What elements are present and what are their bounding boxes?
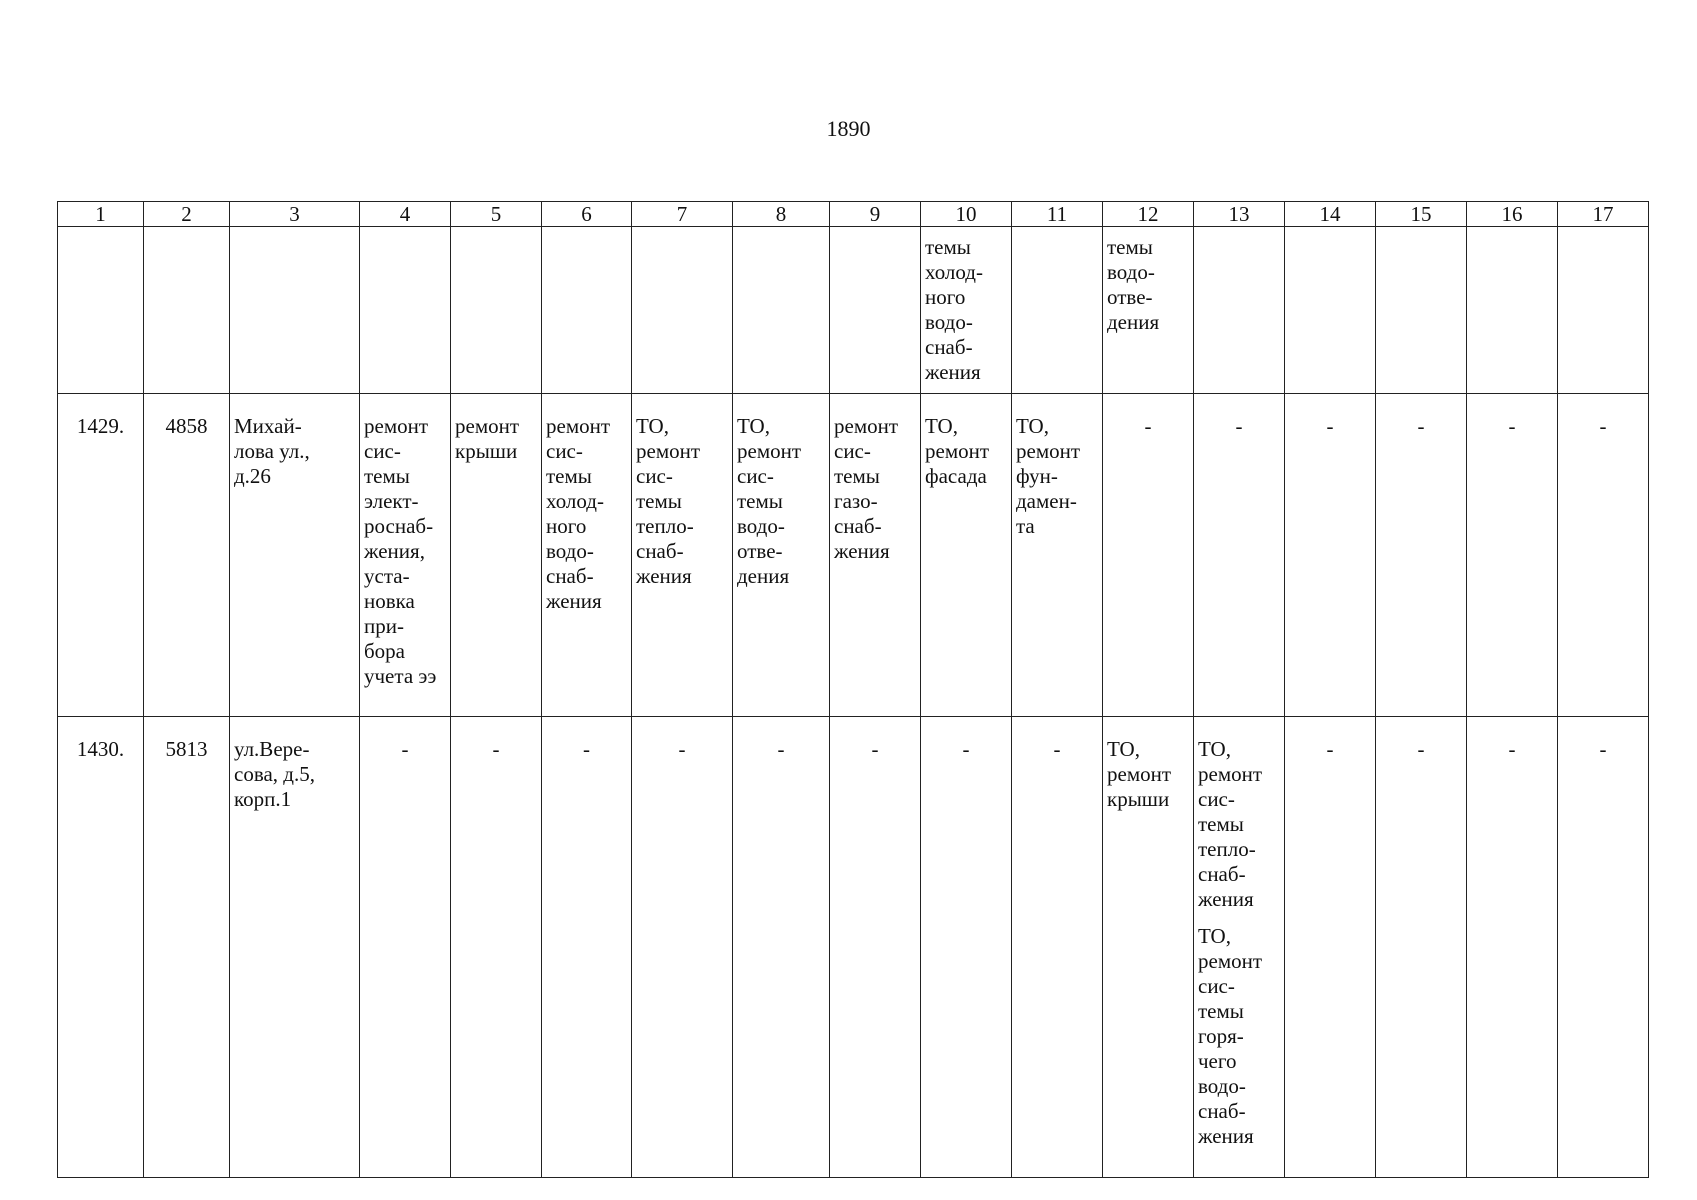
address-cell: Михай- лова ул., д.26 <box>230 394 360 717</box>
table-cell <box>230 227 360 394</box>
column-header: 17 <box>1558 202 1649 227</box>
column-header: 3 <box>230 202 360 227</box>
continuation-row <box>58 227 1649 394</box>
table-cell <box>921 227 1012 394</box>
table-cell <box>1194 227 1285 394</box>
table-cell: - <box>1012 717 1103 1178</box>
column-header: 5 <box>451 202 542 227</box>
building-code: 4858 <box>144 394 230 717</box>
column-header: 12 <box>1103 202 1194 227</box>
table-cell <box>1012 227 1103 394</box>
table-cell <box>1103 227 1194 394</box>
table-cell: - <box>1558 394 1649 717</box>
column-header: 16 <box>1467 202 1558 227</box>
table-cell: - <box>542 717 632 1178</box>
table-cell: ТО, ремонт фасада <box>921 394 1012 717</box>
table-cell <box>58 227 144 394</box>
table-cell: - <box>1285 394 1376 717</box>
table-cell: ТО, ремонт сис- темы тепло- снаб- жения <box>632 394 733 717</box>
table-cell: ремонт сис- темы газо- снаб- жения <box>830 394 921 717</box>
table-row <box>58 717 1649 1178</box>
table-cell: - <box>1558 717 1649 1178</box>
column-header: 8 <box>733 202 830 227</box>
table-cell: ТО, ремонт фун- дамен- та <box>1012 394 1103 717</box>
table-cell: - <box>1103 394 1194 717</box>
column-header: 13 <box>1194 202 1285 227</box>
table-cell: ремонт сис- темы элект- роснаб- жения, уста- новка при- бора учета ээ <box>360 394 451 717</box>
column-number-row <box>58 202 1649 227</box>
column-header: 4 <box>360 202 451 227</box>
table-cell: - <box>360 717 451 1178</box>
table-cell: - <box>1467 394 1558 717</box>
table-cell <box>451 227 542 394</box>
table-cell <box>144 227 230 394</box>
cell-text: ТО, ремонт сис- темы тепло- снаб- жения <box>1198 737 1263 911</box>
table-cell: - <box>1285 717 1376 1178</box>
cell-text: темы холод- ного водо- снаб- жения <box>925 235 983 384</box>
page-number: 1890 <box>826 116 871 141</box>
column-header: 7 <box>632 202 733 227</box>
table-cell: ТО, ремонт сис- темы водо- отве- дения <box>733 394 830 717</box>
column-header: 1 <box>58 202 144 227</box>
table-cell <box>733 227 830 394</box>
table-cell <box>1467 227 1558 394</box>
row-number: 1430. <box>58 717 144 1178</box>
table-cell <box>632 227 733 394</box>
table-cell <box>360 227 451 394</box>
column-header: 15 <box>1376 202 1467 227</box>
table-cell: - <box>632 717 733 1178</box>
table-cell: - <box>921 717 1012 1178</box>
works-table <box>57 201 1649 1178</box>
column-header: 9 <box>830 202 921 227</box>
column-header: 14 <box>1285 202 1376 227</box>
table-cell: - <box>1194 394 1285 717</box>
table-cell: - <box>830 717 921 1178</box>
column-header: 6 <box>542 202 632 227</box>
table-cell <box>1194 717 1285 1178</box>
column-header: 2 <box>144 202 230 227</box>
table-cell <box>1285 227 1376 394</box>
table-cell: - <box>1376 717 1467 1178</box>
table-cell: - <box>1467 717 1558 1178</box>
table-cell: ремонт крыши <box>451 394 542 717</box>
table-cell: ремонт сис- темы холод- ного водо- снаб- жения <box>542 394 632 717</box>
table-cell: - <box>451 717 542 1178</box>
cell-text: темы водо- отве- дения <box>1107 235 1160 334</box>
column-header: 11 <box>1012 202 1103 227</box>
cell-text: ТО, ремонт сис- темы горя- чего водо- снаб- жения <box>1198 924 1263 1148</box>
table-cell <box>542 227 632 394</box>
row-number: 1429. <box>58 394 144 717</box>
table-cell: - <box>1376 394 1467 717</box>
address-cell: ул.Вере- сова, д.5, корп.1 <box>230 717 360 1178</box>
column-header: 10 <box>921 202 1012 227</box>
building-code: 5813 <box>144 717 230 1178</box>
table-cell <box>1558 227 1649 394</box>
table-row <box>58 394 1649 717</box>
table-cell: ТО, ремонт крыши <box>1103 717 1194 1178</box>
table-cell <box>1376 227 1467 394</box>
table-cell <box>830 227 921 394</box>
table-cell: - <box>733 717 830 1178</box>
